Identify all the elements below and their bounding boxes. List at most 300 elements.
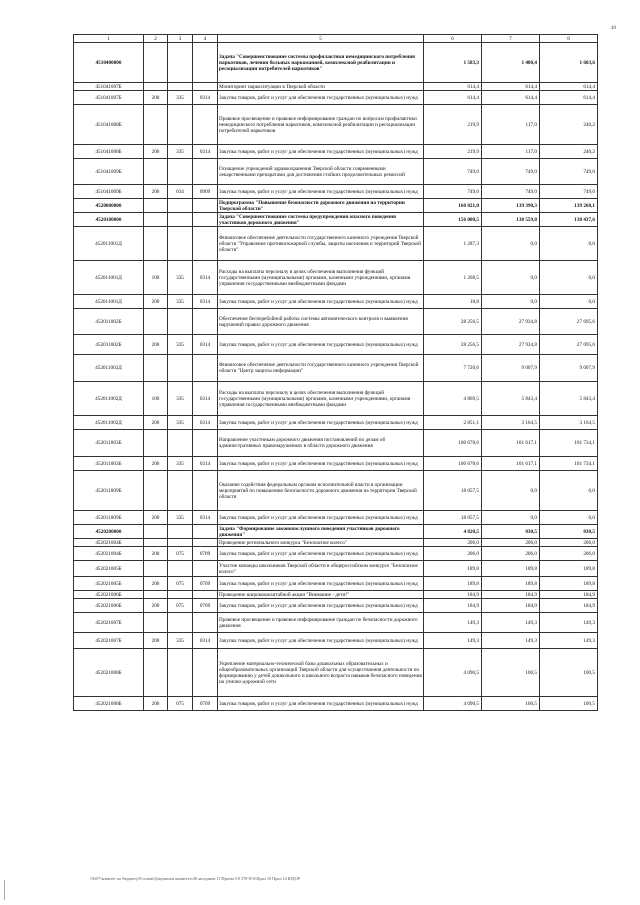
row-value-year2: 117,0 [482, 105, 540, 145]
row-cost-type [144, 213, 168, 227]
row-code: 452011001Д [74, 295, 144, 309]
row-name: Правовое просвещение и правовое информирование граждан по вопросам профилактики немедицинского потребления наркотиков, комплексной реабилитации и ресоциализации потребителей наркотиков [218, 105, 424, 145]
row-name: Укрепление материально-технической базы дошкольных образовательных и общеобразовательных организаций Тверской области для осуществления деятельности по формированию у детей дошкольного и школьного возраста навыков безопасного поведения на улично-дорожной сети [218, 649, 424, 697]
table-row [74, 613, 598, 633]
row-name: Проведение широкомасштабной акции "Внимание - дети!" [218, 591, 424, 599]
row-value-year1: 156 000,5 [424, 213, 482, 227]
row-name: Расходы на выплаты персоналу в целях обеспечения выполнения функций государственными (муниципальными) органами, казенными учреждениями, органами управления государственными внебюджетными фондами [218, 382, 424, 416]
row-admin-code [168, 43, 193, 83]
row-code: 452011002Д [74, 382, 144, 416]
row-cost-type: 200 [144, 145, 168, 159]
row-name: Расходы на выплаты персоналу в целях обеспечения выполнения функций государственными (муниципальными) органами, казенными учреждениями, органами управления государственными внебюджетными фондами [218, 261, 424, 295]
row-value-year2: 101 617,1 [482, 430, 540, 457]
row-value-year1: 1 268,5 [424, 261, 482, 295]
row-value-year2: 189,8 [482, 561, 540, 577]
header-row [74, 35, 598, 43]
row-value-year1: 1 583,3 [424, 43, 482, 83]
row-value-year1: 28 256,5 [424, 335, 482, 355]
row-name: Закупка товаров, работ и услуг для обеспечения государственных (муниципальных) нужд [218, 511, 424, 525]
table-row [74, 295, 598, 309]
row-code: 452021004Б [74, 547, 144, 561]
row-code: 452021006Б [74, 599, 144, 613]
row-admin-code [168, 649, 193, 697]
row-admin-code [168, 227, 193, 261]
row-value-year2: 138 559,8 [482, 213, 540, 227]
row-name: Правовое просвещение и правовое информирование граждан по безопасности дорожного движения [218, 613, 424, 633]
row-section-code [193, 649, 218, 697]
table-row [74, 159, 598, 185]
row-admin-code: 335 [168, 511, 193, 525]
row-value-year2: 5 843,4 [482, 382, 540, 416]
row-value-year2: 749,0 [482, 185, 540, 199]
row-cost-type: 200 [144, 295, 168, 309]
row-cost-type: 100 [144, 261, 168, 295]
row-value-year3: 0,0 [540, 227, 598, 261]
row-value-year1: 614,4 [424, 83, 482, 91]
row-section-code [193, 213, 218, 227]
row-value-year1: 7 720,6 [424, 355, 482, 382]
row-value-year2: 0,0 [482, 471, 540, 511]
row-value-year2: 614,4 [482, 83, 540, 91]
row-value-year3: 9 007,9 [540, 355, 598, 382]
row-name: Закупка товаров, работ и услуг для обеспечения государственных (муниципальных) нужд [218, 416, 424, 430]
row-value-year3: 0,0 [540, 295, 598, 309]
row-cost-type [144, 525, 168, 539]
row-admin-code [168, 591, 193, 599]
row-name: Закупка товаров, работ и услуг для обеспечения государственных (муниципальных) нужд [218, 335, 424, 355]
row-value-year2: 749,0 [482, 159, 540, 185]
row-value-year1: 149,3 [424, 613, 482, 633]
row-name: Оснащение учреждений здравоохранения Тверской области современными лекарственными препаратами для достижения стойких продолжительных ремиссий [218, 159, 424, 185]
row-cost-type: 100 [144, 382, 168, 416]
row-name: Мониторинг наркоситуации в Тверской области [218, 83, 424, 91]
row-value-year3: 101 734,1 [540, 430, 598, 457]
row-value-year1: 149,3 [424, 633, 482, 649]
row-admin-code [168, 613, 193, 633]
row-section-code [193, 591, 218, 599]
row-cost-type [144, 159, 168, 185]
table-row [74, 633, 598, 649]
row-cost-type [144, 539, 168, 547]
row-cost-type: 200 [144, 511, 168, 525]
row-section-code: 0314 [193, 335, 218, 355]
row-value-year2: 0,0 [482, 511, 540, 525]
row-value-year1: 2 851,1 [424, 416, 482, 430]
row-name: Закупка товаров, работ и услуг для обеспечения государственных (муниципальных) нужд [218, 295, 424, 309]
row-code: 452011002Б [74, 335, 144, 355]
row-value-year1: 749,0 [424, 159, 482, 185]
row-admin-code [168, 159, 193, 185]
row-value-year1: 206,0 [424, 547, 482, 561]
header-cell: 3 [168, 35, 193, 43]
row-code: 451041009Б [74, 159, 144, 185]
row-admin-code: 075 [168, 577, 193, 591]
table-row [74, 511, 598, 525]
row-section-code [193, 227, 218, 261]
row-admin-code [168, 83, 193, 91]
row-value-year1: 189,8 [424, 577, 482, 591]
footer-file-path: \\Fs07\комитет по бюджету\8 созыв\Документы комитета\38 заседание 11\Проект\10 378-П-6\Прил 10 Прил 14 ЮДОР [90, 876, 301, 881]
row-admin-code: 335 [168, 382, 193, 416]
row-cost-type [144, 309, 168, 335]
row-value-year3: 240,2 [540, 105, 598, 145]
row-admin-code [168, 539, 193, 547]
budget-table [73, 34, 598, 711]
row-value-year1: 184,9 [424, 599, 482, 613]
row-name: Финансовое обеспечение деятельности государственного казенного учреждения Тверской области "Центр защиты информации" [218, 355, 424, 382]
row-code: 4520100000 [74, 213, 144, 227]
row-section-code: 0314 [193, 457, 218, 471]
row-value-year3: 830,5 [540, 525, 598, 539]
table-row [74, 91, 598, 105]
row-value-year3: 0,0 [540, 511, 598, 525]
row-section-code: 0909 [193, 185, 218, 199]
row-cost-type [144, 43, 168, 83]
row-cost-type: 200 [144, 185, 168, 199]
header-cell: 2 [144, 35, 168, 43]
row-admin-code [168, 561, 193, 577]
row-value-year2: 0,0 [482, 295, 540, 309]
row-admin-code: 335 [168, 91, 193, 105]
row-admin-code [168, 309, 193, 335]
row-code: 451041008Б [74, 145, 144, 159]
row-code: 452011002Б [74, 309, 144, 335]
table-row [74, 471, 598, 511]
row-section-code: 0314 [193, 511, 218, 525]
row-value-year2: 189,8 [482, 577, 540, 591]
row-name: Задача "Формирование законопослушного поведения участников дорожного движения" [218, 525, 424, 539]
row-value-year1: 4 090,5 [424, 649, 482, 697]
row-code: 4510400000 [74, 43, 144, 83]
row-cost-type: 200 [144, 416, 168, 430]
row-value-year2: 0,0 [482, 227, 540, 261]
row-value-year1: 219,9 [424, 105, 482, 145]
row-admin-code: 335 [168, 457, 193, 471]
row-value-year2: 139 390,3 [482, 199, 540, 213]
row-section-code: 0314 [193, 261, 218, 295]
table-row [74, 539, 598, 547]
row-value-year1: 189,8 [424, 561, 482, 577]
row-value-year2: 9 007,9 [482, 355, 540, 382]
row-section-code: 0709 [193, 577, 218, 591]
row-admin-code [168, 525, 193, 539]
row-cost-type [144, 591, 168, 599]
table-row [74, 185, 598, 199]
table-row [74, 261, 598, 295]
row-code: 452021008Б [74, 697, 144, 711]
table-row [74, 335, 598, 355]
row-value-year1: 219,9 [424, 145, 482, 159]
header-cell: 7 [482, 35, 540, 43]
row-admin-code [168, 430, 193, 457]
row-section-code [193, 83, 218, 91]
row-code: 452011001Д [74, 227, 144, 261]
table-row [74, 309, 598, 335]
row-name: Закупка товаров, работ и услуг для обеспечения государственных (муниципальных) нужд [218, 185, 424, 199]
row-value-year3: 189,8 [540, 561, 598, 577]
row-code: 452021005Б [74, 577, 144, 591]
row-code: 452021007Б [74, 613, 144, 633]
row-value-year2: 206,0 [482, 547, 540, 561]
row-name: Закупка товаров, работ и услуг для обеспечения государственных (муниципальных) нужд [218, 577, 424, 591]
row-value-year3: 184,9 [540, 591, 598, 599]
table-row [74, 649, 598, 697]
table-row [74, 525, 598, 539]
row-value-year1: 184,9 [424, 591, 482, 599]
row-code: 452021008Б [74, 649, 144, 697]
row-section-code [193, 43, 218, 83]
table-row [74, 227, 598, 261]
row-admin-code: 335 [168, 416, 193, 430]
row-admin-code: 335 [168, 145, 193, 159]
table-row [74, 199, 598, 213]
row-cost-type: 200 [144, 335, 168, 355]
table-row [74, 697, 598, 711]
row-value-year2: 3 164,5 [482, 416, 540, 430]
row-value-year2: 101 617,1 [482, 457, 540, 471]
row-value-year2: 614,4 [482, 91, 540, 105]
row-admin-code: 075 [168, 599, 193, 613]
table-row [74, 355, 598, 382]
row-value-year1: 749,0 [424, 185, 482, 199]
header-cell: 6 [424, 35, 482, 43]
table-row [74, 430, 598, 457]
row-section-code: 0314 [193, 633, 218, 649]
row-cost-type: 200 [144, 91, 168, 105]
table-row [74, 382, 598, 416]
table-row [74, 599, 598, 613]
row-value-year1: 206,0 [424, 539, 482, 547]
row-admin-code: 335 [168, 335, 193, 355]
row-value-year1: 18 057,5 [424, 471, 482, 511]
table-row [74, 591, 598, 599]
row-value-year3: 206,0 [540, 539, 598, 547]
row-value-year3: 100,5 [540, 697, 598, 711]
row-value-year2: 184,9 [482, 591, 540, 599]
row-value-year2: 27 934,8 [482, 335, 540, 355]
row-value-year2: 830,5 [482, 525, 540, 539]
row-code: 452011001Д [74, 261, 144, 295]
row-cost-type [144, 430, 168, 457]
row-code: 451041007Б [74, 91, 144, 105]
row-section-code: 0314 [193, 416, 218, 430]
row-admin-code: 034 [168, 185, 193, 199]
table-row [74, 577, 598, 591]
row-code: 452021004Б [74, 539, 144, 547]
row-code: 451041007Б [74, 83, 144, 91]
row-admin-code [168, 213, 193, 227]
row-code: 452021007Б [74, 633, 144, 649]
row-value-year2: 149,3 [482, 633, 540, 649]
row-admin-code: 075 [168, 547, 193, 561]
row-code: 452021006Б [74, 591, 144, 599]
row-code: 451041009Б [74, 185, 144, 199]
row-cost-type: 200 [144, 547, 168, 561]
row-code: 452011009Б [74, 471, 144, 511]
row-value-year3: 0,0 [540, 471, 598, 511]
row-value-year2: 100,5 [482, 649, 540, 697]
row-section-code: 0314 [193, 91, 218, 105]
table-row [74, 561, 598, 577]
row-name: Закупка товаров, работ и услуг для обеспечения государственных (муниципальных) нужд [218, 547, 424, 561]
row-value-year1: 18 057,5 [424, 511, 482, 525]
row-cost-type: 200 [144, 633, 168, 649]
row-value-year3: 139 268,1 [540, 199, 598, 213]
row-value-year3: 5 843,4 [540, 382, 598, 416]
row-section-code [193, 471, 218, 511]
row-cost-type [144, 471, 168, 511]
row-section-code [193, 561, 218, 577]
row-code: 452011009Б [74, 511, 144, 525]
row-value-year2: 1 480,4 [482, 43, 540, 83]
row-admin-code [168, 471, 193, 511]
table-row [74, 416, 598, 430]
row-cost-type [144, 199, 168, 213]
row-value-year3: 240,2 [540, 145, 598, 159]
row-value-year3: 3 164,5 [540, 416, 598, 430]
row-value-year1: 18,8 [424, 295, 482, 309]
row-value-year3: 149,3 [540, 613, 598, 633]
row-value-year1: 28 256,5 [424, 309, 482, 335]
row-code: 452011003Б [74, 430, 144, 457]
row-value-year3: 749,0 [540, 159, 598, 185]
row-value-year3: 184,9 [540, 599, 598, 613]
row-name: Закупка товаров, работ и услуг для обеспечения государственных (муниципальных) нужд [218, 697, 424, 711]
row-section-code: 0709 [193, 599, 218, 613]
row-name: Задача "Совершенствование системы профилактики немедицинского потребления наркотиков, лечения больных наркоманией, комплексной реабилитации и ресоциализации потребителей наркотиков" [218, 43, 424, 83]
row-value-year3: 27 695,6 [540, 335, 598, 355]
row-code: 452011002Д [74, 355, 144, 382]
row-cost-type [144, 561, 168, 577]
row-name: Обеспечение бесперебойной работы системы автоматического контроля и выявления нарушений правил дорожного движения [218, 309, 424, 335]
row-section-code: 0709 [193, 547, 218, 561]
row-value-year3: 189,8 [540, 577, 598, 591]
header-cell: 1 [74, 35, 144, 43]
row-section-code: 0314 [193, 382, 218, 416]
row-section-code [193, 539, 218, 547]
table-row [74, 457, 598, 471]
row-admin-code: 075 [168, 697, 193, 711]
row-section-code [193, 613, 218, 633]
row-cost-type: 200 [144, 697, 168, 711]
row-cost-type [144, 227, 168, 261]
table-row [74, 105, 598, 145]
table-row [74, 547, 598, 561]
row-cost-type [144, 649, 168, 697]
row-value-year1: 4 820,5 [424, 525, 482, 539]
row-section-code [193, 105, 218, 145]
row-code: 4520200000 [74, 525, 144, 539]
row-value-year1: 100 678,6 [424, 430, 482, 457]
row-name: Финансовое обеспечение деятельности государственного казенного учреждения Тверской области "Управление противопожарной службы, защиты населения и территорий Тверской области" [218, 227, 424, 261]
row-admin-code: 335 [168, 633, 193, 649]
row-section-code: 0314 [193, 145, 218, 159]
header-cell: 5 [218, 35, 424, 43]
row-cost-type [144, 105, 168, 145]
row-value-year1: 1 287,3 [424, 227, 482, 261]
row-value-year3: 749,0 [540, 185, 598, 199]
row-value-year3: 614,4 [540, 91, 598, 105]
row-value-year2: 0,0 [482, 261, 540, 295]
row-value-year1: 100 678,6 [424, 457, 482, 471]
row-value-year1: 160 821,0 [424, 199, 482, 213]
row-value-year3: 0,0 [540, 261, 598, 295]
row-name: Оказание содействия федеральным органам исполнительной власти в организации мероприятий по повышению безопасности дорожного движения на территории Тверской области [218, 471, 424, 511]
row-cost-type: 200 [144, 577, 168, 591]
row-value-year3: 1 603,6 [540, 43, 598, 83]
table-row [74, 145, 598, 159]
row-admin-code: 335 [168, 261, 193, 295]
row-name: Закупка товаров, работ и услуг для обеспечения государственных (муниципальных) нужд [218, 633, 424, 649]
row-cost-type [144, 83, 168, 91]
row-code: 451041008Б [74, 105, 144, 145]
row-name: Направление участникам дорожного движения постановлений по делам об административных правонарушениях в области дорожного движения [218, 430, 424, 457]
row-name: Проведение регионального конкурса "Безопасное колесо" [218, 539, 424, 547]
row-code: 4520000000 [74, 199, 144, 213]
row-value-year2: 100,5 [482, 697, 540, 711]
row-name: Задача "Совершенствование системы предупреждения опасного поведения участников дорожного движения" [218, 213, 424, 227]
header-cell: 4 [193, 35, 218, 43]
row-name: Участие команды школьников Тверской области в общероссийском конкурсе "Безопасное колесо" [218, 561, 424, 577]
row-name: Закупка товаров, работ и услуг для обеспечения государственных (муниципальных) нужд [218, 457, 424, 471]
margin-mark [4, 880, 5, 900]
row-cost-type: 200 [144, 599, 168, 613]
row-value-year1: 614,4 [424, 91, 482, 105]
row-section-code: 0314 [193, 295, 218, 309]
row-section-code [193, 525, 218, 539]
row-value-year3: 27 695,6 [540, 309, 598, 335]
row-name: Закупка товаров, работ и услуг для обеспечения государственных (муниципальных) нужд [218, 145, 424, 159]
row-name: Подпрограмма "Повышение безопасности дорожного движения на территории Тверской области" [218, 199, 424, 213]
row-name: Закупка товаров, работ и услуг для обеспечения государственных (муниципальных) нужд [218, 91, 424, 105]
row-section-code [193, 355, 218, 382]
row-admin-code [168, 199, 193, 213]
row-value-year3: 149,3 [540, 633, 598, 649]
table-row [74, 83, 598, 91]
row-section-code [193, 430, 218, 457]
row-value-year3: 206,0 [540, 547, 598, 561]
row-section-code [193, 199, 218, 213]
row-code: 452011003Б [74, 457, 144, 471]
row-value-year3: 100,5 [540, 649, 598, 697]
row-value-year3: 138 437,6 [540, 213, 598, 227]
row-value-year2: 206,0 [482, 539, 540, 547]
table-row [74, 43, 598, 83]
row-admin-code: 335 [168, 295, 193, 309]
row-code: 452021005Б [74, 561, 144, 577]
row-section-code [193, 309, 218, 335]
row-section-code: 0709 [193, 697, 218, 711]
row-value-year2: 27 934,8 [482, 309, 540, 335]
row-cost-type: 200 [144, 457, 168, 471]
table-row [74, 213, 598, 227]
row-admin-code [168, 105, 193, 145]
row-code: 452011002Д [74, 416, 144, 430]
row-value-year1: 4 869,5 [424, 382, 482, 416]
row-value-year2: 117,0 [482, 145, 540, 159]
row-cost-type [144, 355, 168, 382]
row-value-year2: 149,3 [482, 613, 540, 633]
row-value-year3: 101 734,1 [540, 457, 598, 471]
page-number: 40 [611, 26, 616, 31]
row-value-year2: 184,9 [482, 599, 540, 613]
header-cell: 8 [540, 35, 598, 43]
row-admin-code [168, 355, 193, 382]
row-section-code [193, 159, 218, 185]
row-name: Закупка товаров, работ и услуг для обеспечения государственных (муниципальных) нужд [218, 599, 424, 613]
row-value-year1: 4 090,5 [424, 697, 482, 711]
row-cost-type [144, 613, 168, 633]
